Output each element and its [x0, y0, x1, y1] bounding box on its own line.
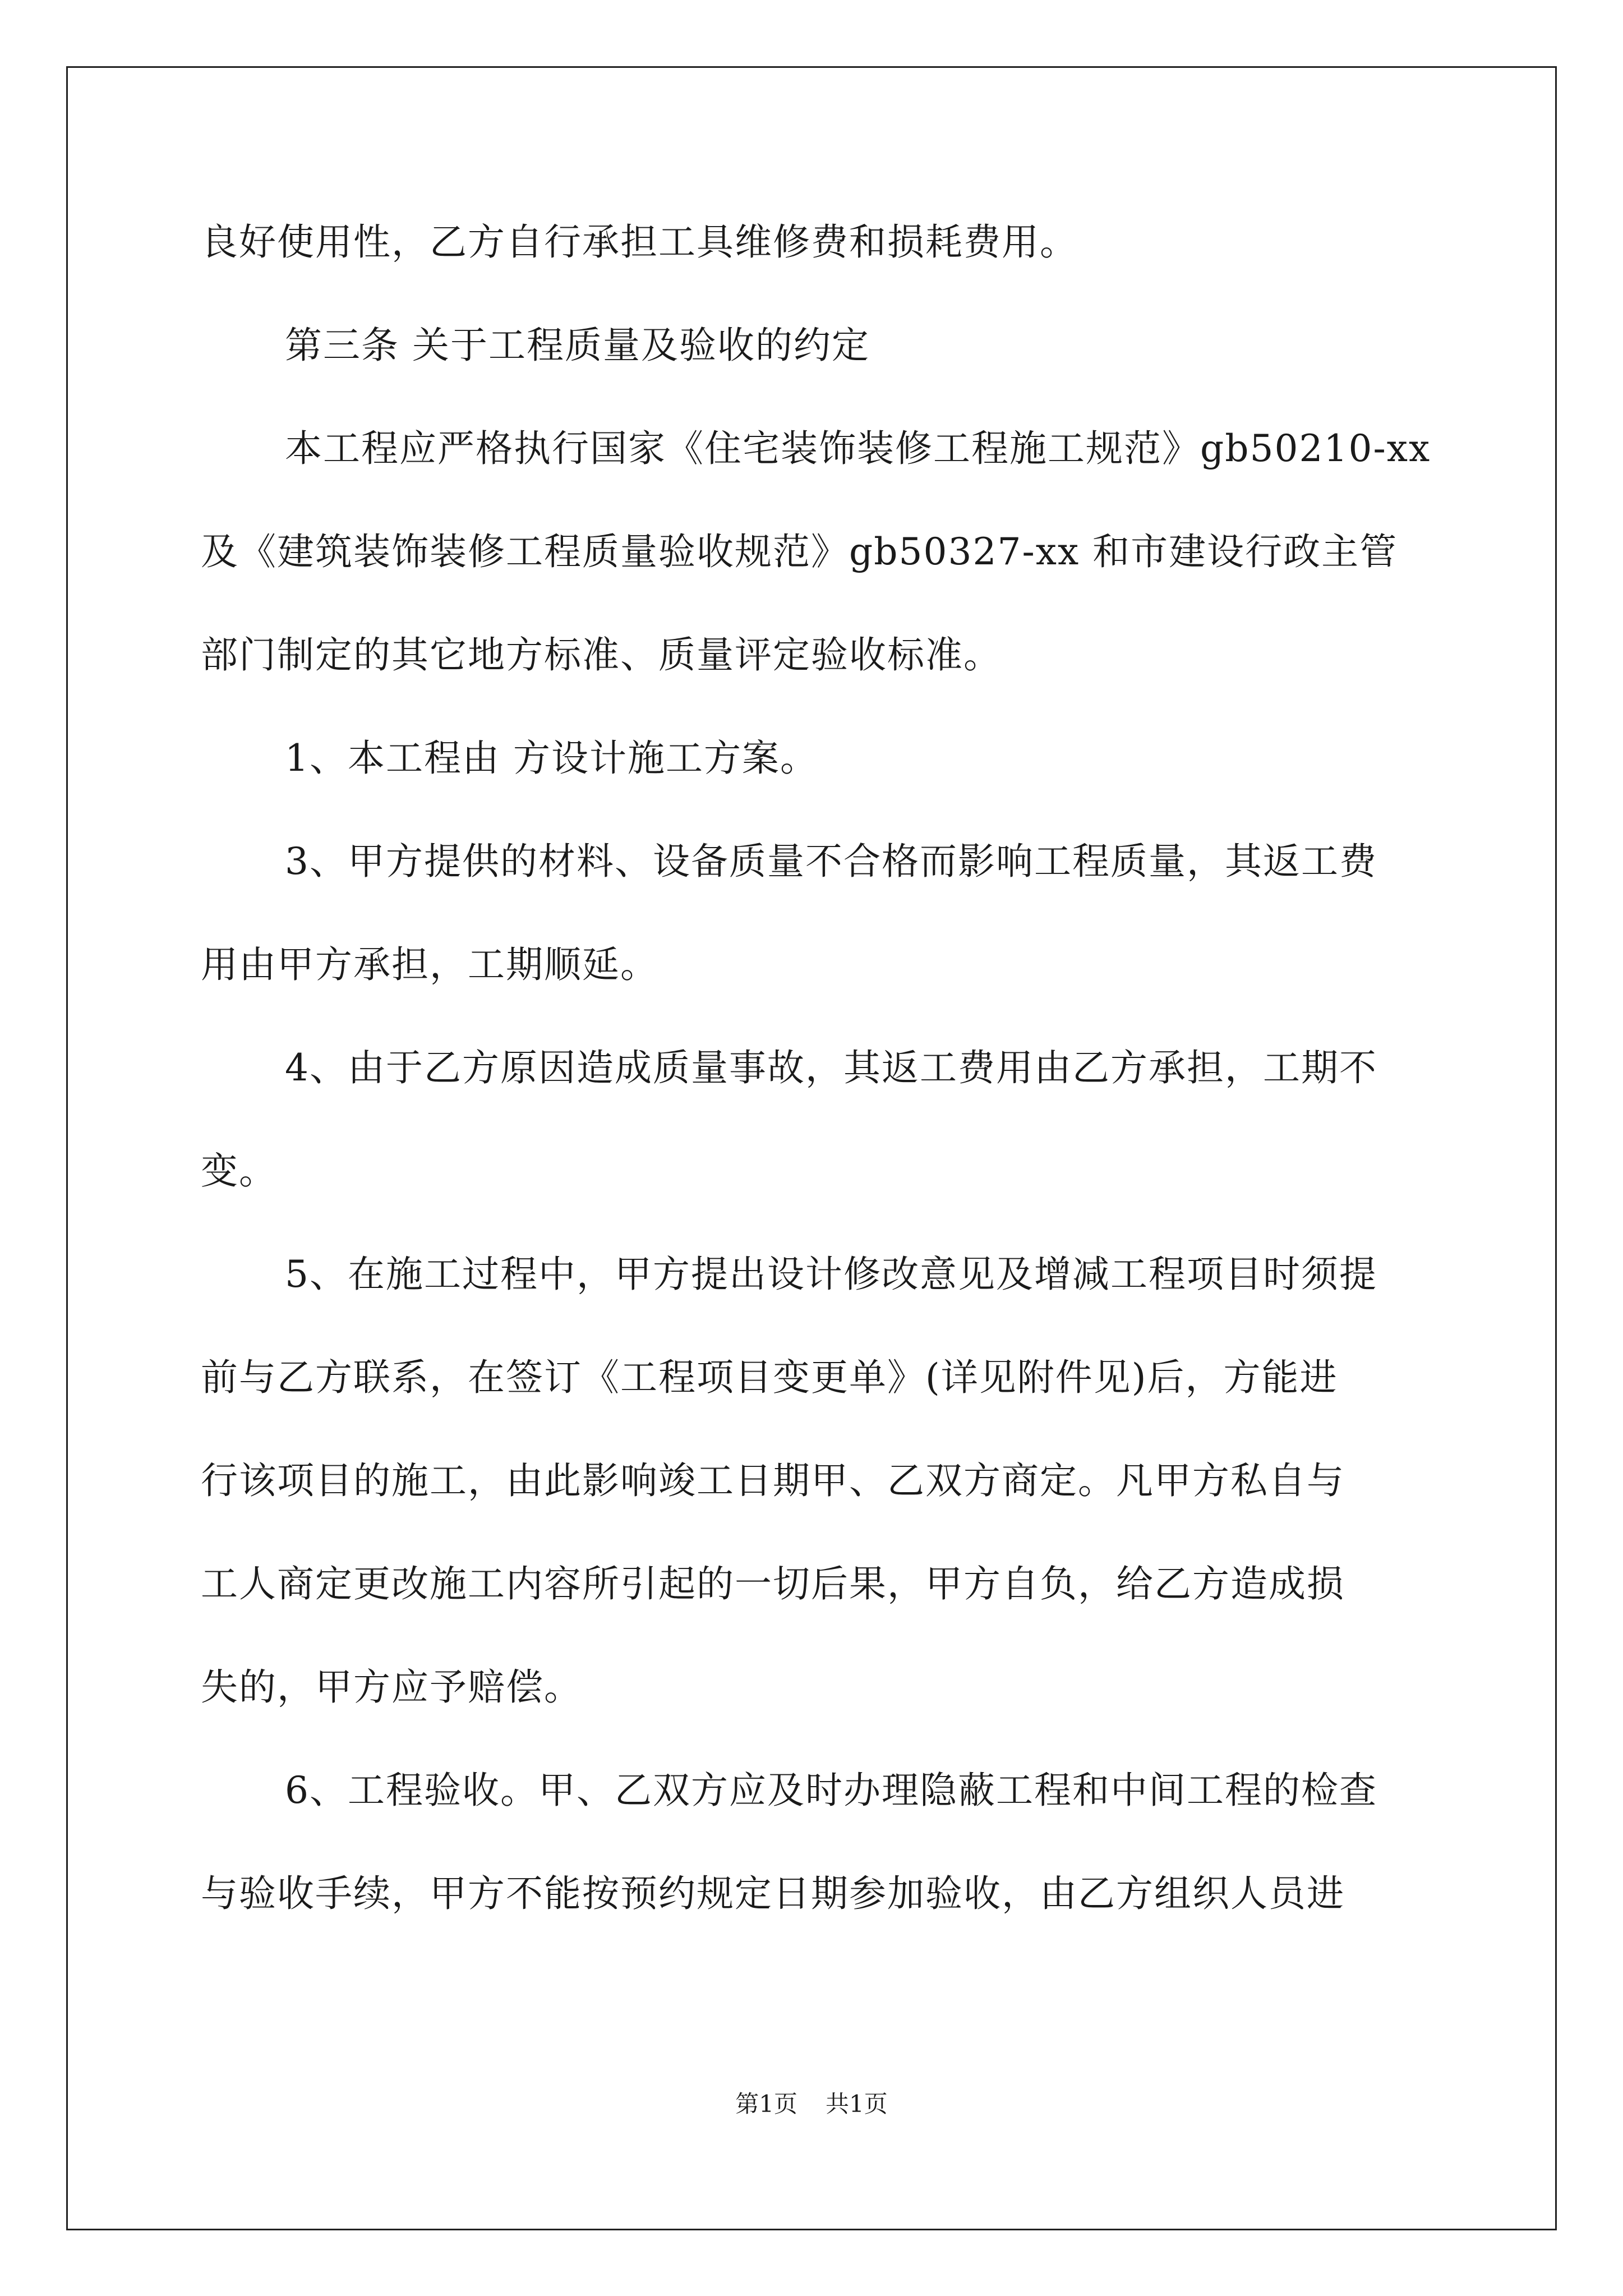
text-line: 变。 [201, 1149, 277, 1193]
text-line: 与验收手续，甲方不能按预约规定日期参加验收，由乙方组织人员进 [201, 1872, 1345, 1915]
text-line: 及《建筑装饰装修工程质量验收规范》gb50327-xx 和市建设行政主管 [201, 530, 1398, 573]
page-number: 第1页 [735, 2090, 797, 2118]
text-line: 前与乙方联系，在签订《工程项目变更单》(详见附件见)后，方能进 [201, 1356, 1338, 1399]
text-line: 4、由于乙方原因造成质量事故，其返工费用由乙方承担，工期不 [285, 1046, 1377, 1089]
page-footer [0, 2086, 1623, 2119]
text-line: 6、工程验收。甲、乙双方应及时办理隐蔽工程和中间工程的检查 [285, 1769, 1377, 1812]
page-total: 共1页 [826, 2090, 888, 2118]
text-line: 用由甲方承担，工期顺延。 [201, 943, 658, 986]
text-line: 部门制定的其它地方标准、质量评定验收标准。 [201, 633, 1002, 677]
text-line: 良好使用性，乙方自行承担工具维修费和损耗费用。 [201, 220, 1078, 264]
text-line: 工人商定更改施工内容所引起的一切后果，甲方自负，给乙方造成损 [201, 1562, 1345, 1605]
text-line: 5、在施工过程中，甲方提出设计修改意见及增减工程项目时须提 [285, 1253, 1377, 1296]
text-line: 本工程应严格执行国家《住宅装饰装修工程施工规范》gb50210-xx [285, 427, 1431, 470]
document-text [201, 191, 1435, 1945]
document-body [201, 191, 1435, 1945]
text-line: 行该项目的施工，由此影响竣工日期甲、乙双方商定。凡甲方私自与 [201, 1459, 1345, 1502]
text-line: 失的，甲方应予赔偿。 [201, 1665, 582, 1709]
text-line: 1、本工程由 方设计施工方案。 [285, 737, 818, 780]
text-line: 第三条 关于工程质量及验收的约定 [285, 324, 870, 367]
text-line: 3、甲方提供的材料、设备质量不合格而影响工程质量，其返工费 [285, 840, 1377, 883]
